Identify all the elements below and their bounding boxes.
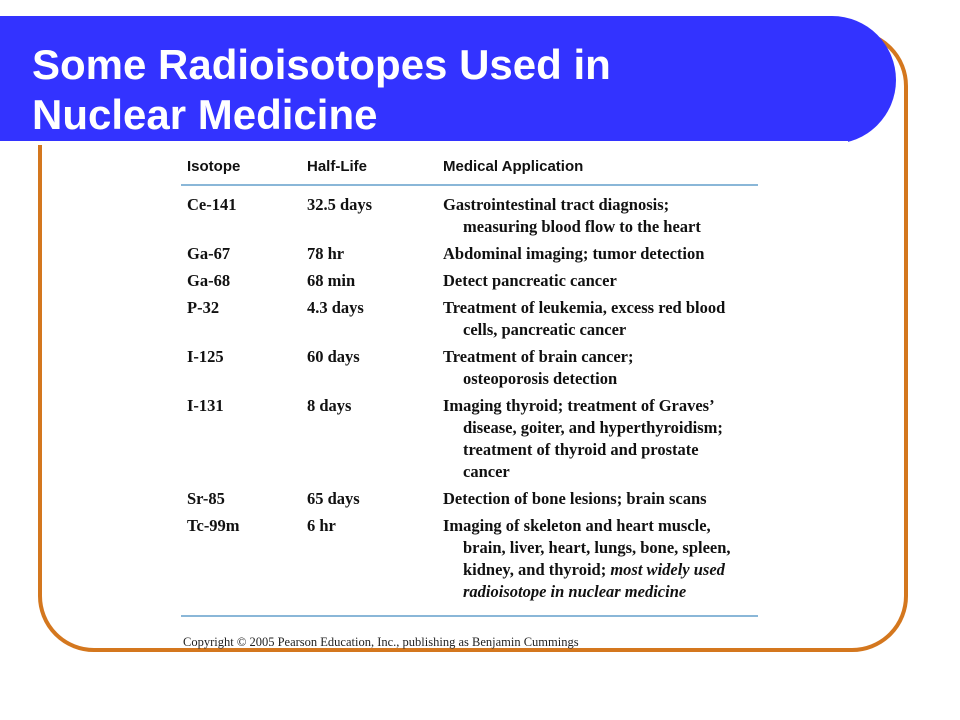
table-row — [181, 488, 758, 515]
cell-isotope: P-32 — [187, 298, 220, 317]
slide-title — [32, 40, 852, 140]
application-line — [443, 581, 758, 603]
table-row — [181, 185, 758, 243]
application-line: cancer — [463, 462, 510, 481]
isotope-table-figure — [181, 148, 758, 653]
application-line: cells, pancreatic cancer — [463, 320, 627, 339]
cell-application — [437, 270, 758, 297]
slide-title-line-2: Nuclear Medicine — [32, 91, 378, 138]
cell-isotope: I-125 — [187, 347, 224, 366]
table-header-row — [181, 148, 758, 185]
header-isotope: Isotope — [181, 148, 301, 185]
cell-application — [437, 346, 758, 395]
application-line: disease, goiter, and hyperthyroidism; — [463, 418, 723, 437]
table-row — [181, 297, 758, 346]
cell-isotope: I-131 — [187, 396, 224, 415]
cell-isotope: Ce-141 — [187, 195, 237, 214]
table-bottom-rule — [181, 615, 758, 617]
cell-half-life: 8 days — [307, 396, 352, 415]
application-line: Imaging thyroid; treatment of Graves’ — [443, 396, 715, 415]
application-line: osteoporosis detection — [463, 369, 618, 388]
application-emphasis: radioisotope in nuclear medicine — [463, 582, 687, 601]
application-line: treatment of thyroid and prostate — [463, 440, 699, 459]
cell-isotope: Ga-68 — [187, 271, 231, 290]
table-row — [181, 395, 758, 488]
cell-half-life: 60 days — [307, 347, 360, 366]
application-line: Treatment of leukemia, excess red blood — [443, 298, 726, 317]
cell-half-life: 68 min — [307, 271, 356, 290]
cell-half-life: 65 days — [307, 489, 360, 508]
cell-isotope: Sr-85 — [187, 489, 225, 508]
application-text: kidney, and thyroid; — [463, 560, 611, 579]
table-row — [181, 243, 758, 270]
isotope-table — [181, 148, 758, 615]
application-line: Abdominal imaging; tumor detection — [443, 244, 705, 263]
cell-application — [437, 488, 758, 515]
cell-isotope: Ga-67 — [187, 244, 231, 263]
copyright-notice: Copyright © 2005 Pearson Education, Inc., publishing as Benjamin Cummings — [183, 635, 579, 649]
slide-title-line-1: Some Radioisotopes Used in — [32, 41, 611, 88]
title-bar — [0, 16, 896, 144]
table-row — [181, 515, 758, 615]
cell-isotope: Tc-99m — [187, 516, 240, 535]
cell-half-life: 4.3 days — [307, 298, 364, 317]
cell-application — [437, 515, 758, 615]
header-medical-application: Medical Application — [437, 148, 758, 185]
cell-application — [437, 243, 758, 270]
application-line: Detect pancreatic cancer — [443, 271, 617, 290]
application-line: Treatment of brain cancer; — [443, 347, 634, 366]
application-line: Imaging of skeleton and heart muscle, — [443, 516, 711, 535]
cell-half-life: 78 hr — [307, 244, 345, 263]
cell-application — [437, 185, 758, 243]
application-line: Detection of bone lesions; brain scans — [443, 489, 707, 508]
application-emphasis: most widely used — [610, 560, 725, 579]
cell-application — [437, 297, 758, 346]
table-row — [181, 270, 758, 297]
application-line — [443, 559, 758, 581]
application-line: measuring blood flow to the heart — [463, 217, 701, 236]
cell-half-life: 32.5 days — [307, 195, 373, 214]
cell-application — [437, 395, 758, 488]
cell-half-life: 6 hr — [307, 516, 336, 535]
header-half-life: Half-Life — [301, 148, 437, 185]
application-line: Gastrointestinal tract diagnosis; — [443, 195, 670, 214]
title-underline — [0, 141, 848, 145]
table-row — [181, 346, 758, 395]
application-line: brain, liver, heart, lungs, bone, spleen, — [463, 538, 731, 557]
